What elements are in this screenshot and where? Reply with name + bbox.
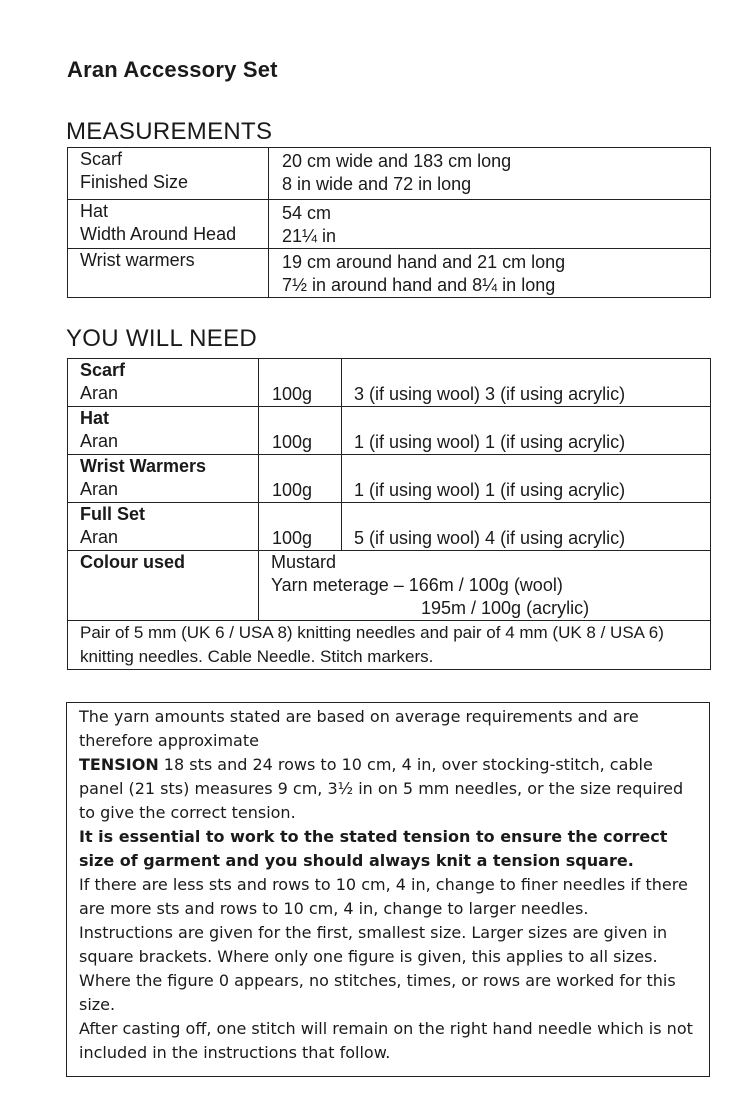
material-item [68, 503, 259, 551]
notes-paragraph: After casting off, one stitch will remain on the right hand needle which is not included in the instructions that follow. [79, 1019, 693, 1062]
measurement-value [269, 200, 711, 249]
table-row [68, 503, 711, 551]
measurement-value-line: 19 cm around hand and 21 cm long [282, 252, 566, 272]
tension-text: 18 sts and 24 rows to 10 cm, 4 in, over stocking-stitch, cable panel (21 sts) measures 9 cm, 3½ in on 5 mm needles, or the size required to give the correct tension. [79, 755, 684, 822]
table-row [68, 455, 711, 503]
notes-box [66, 702, 710, 1077]
measurement-label [68, 200, 269, 249]
measurement-label-line: Hat [80, 201, 109, 221]
materials-table [67, 358, 711, 670]
notes-paragraph: Instructions are given for the first, smallest size. Larger sizes are given in square brackets. Where only one figure is given, this applies to all sizes. [79, 923, 668, 966]
measurement-value-line: 20 cm wide and 183 cm long [282, 151, 512, 171]
material-name: Hat [80, 408, 110, 428]
measurement-value-line: 8 in wide and 72 in long [282, 174, 472, 194]
measurement-label-line: Wrist warmers [80, 250, 195, 270]
notes-paragraph: The yarn amounts stated are based on average requirements and are therefore approximate [79, 707, 639, 750]
measurement-label-line: Scarf [80, 149, 123, 169]
measurement-label-line: Finished Size [80, 172, 189, 192]
yarn-type: Aran [80, 479, 119, 499]
measurements-table [67, 147, 711, 298]
ball-weight: 100g [259, 455, 342, 503]
tension-label: TENSION [79, 755, 159, 774]
measurement-label [68, 249, 269, 298]
ball-quantity: 1 (if using wool) 1 (if using acrylic) [342, 455, 711, 503]
table-row [68, 359, 711, 407]
measurement-value [269, 249, 711, 298]
table-row [68, 621, 711, 670]
table-row [68, 200, 711, 249]
yarn-type: Aran [80, 383, 119, 403]
material-item [68, 407, 259, 455]
ball-weight: 100g [259, 407, 342, 455]
measurement-label [68, 148, 269, 200]
tension-warning: It is essential to work to the stated tension to ensure the correct size of garment and you should always knit a tension square. [79, 827, 668, 870]
ball-weight: 100g [259, 503, 342, 551]
measurement-value-line: 21¼ in [282, 226, 337, 246]
colour-label: Colour used [68, 551, 259, 621]
table-row [68, 249, 711, 298]
table-row [68, 407, 711, 455]
you-will-need-heading: YOU WILL NEED [66, 325, 258, 352]
ball-quantity: 1 (if using wool) 1 (if using acrylic) [342, 407, 711, 455]
material-item [68, 455, 259, 503]
material-item [68, 359, 259, 407]
yarn-type: Aran [80, 527, 119, 547]
measurement-value-line: 54 cm [282, 203, 332, 223]
table-row [68, 551, 711, 621]
yarn-type: Aran [80, 431, 119, 451]
colour-details [259, 551, 711, 621]
material-name: Full Set [80, 504, 146, 524]
yarn-meterage: Yarn meterage – 166m / 100g (wool) [271, 575, 563, 595]
ball-quantity: 5 (if using wool) 4 (if using acrylic) [342, 503, 711, 551]
ball-quantity: 3 (if using wool) 3 (if using acrylic) [342, 359, 711, 407]
material-name: Scarf [80, 360, 126, 380]
measurement-value-line: 7½ in around hand and 8¼ in long [282, 275, 556, 295]
notes-paragraph: Where the figure 0 appears, no stitches, times, or rows are worked for this size. [79, 971, 676, 1014]
material-name: Wrist Warmers [80, 456, 207, 476]
ball-weight: 100g [259, 359, 342, 407]
colour-value: Mustard [271, 552, 337, 572]
document-title: Aran Accessory Set [67, 57, 278, 82]
measurement-value [269, 148, 711, 200]
notes-paragraph: If there are less sts and rows to 10 cm, 4 in, change to finer needles if there are more sts and rows to 10 cm, 4 in, change to larger needles. [79, 875, 688, 918]
table-row [68, 148, 711, 200]
needles-text: Pair of 5 mm (UK 6 / USA 8) knitting needles and pair of 4 mm (UK 8 / USA 6) knitting needles. Cable Needle. Stitch markers. [68, 621, 711, 670]
tension-paragraph [79, 753, 699, 825]
yarn-meterage: 195m / 100g (acrylic) [421, 598, 590, 618]
measurement-label-line: Width Around Head [80, 224, 237, 244]
measurements-heading: MEASUREMENTS [66, 118, 273, 145]
